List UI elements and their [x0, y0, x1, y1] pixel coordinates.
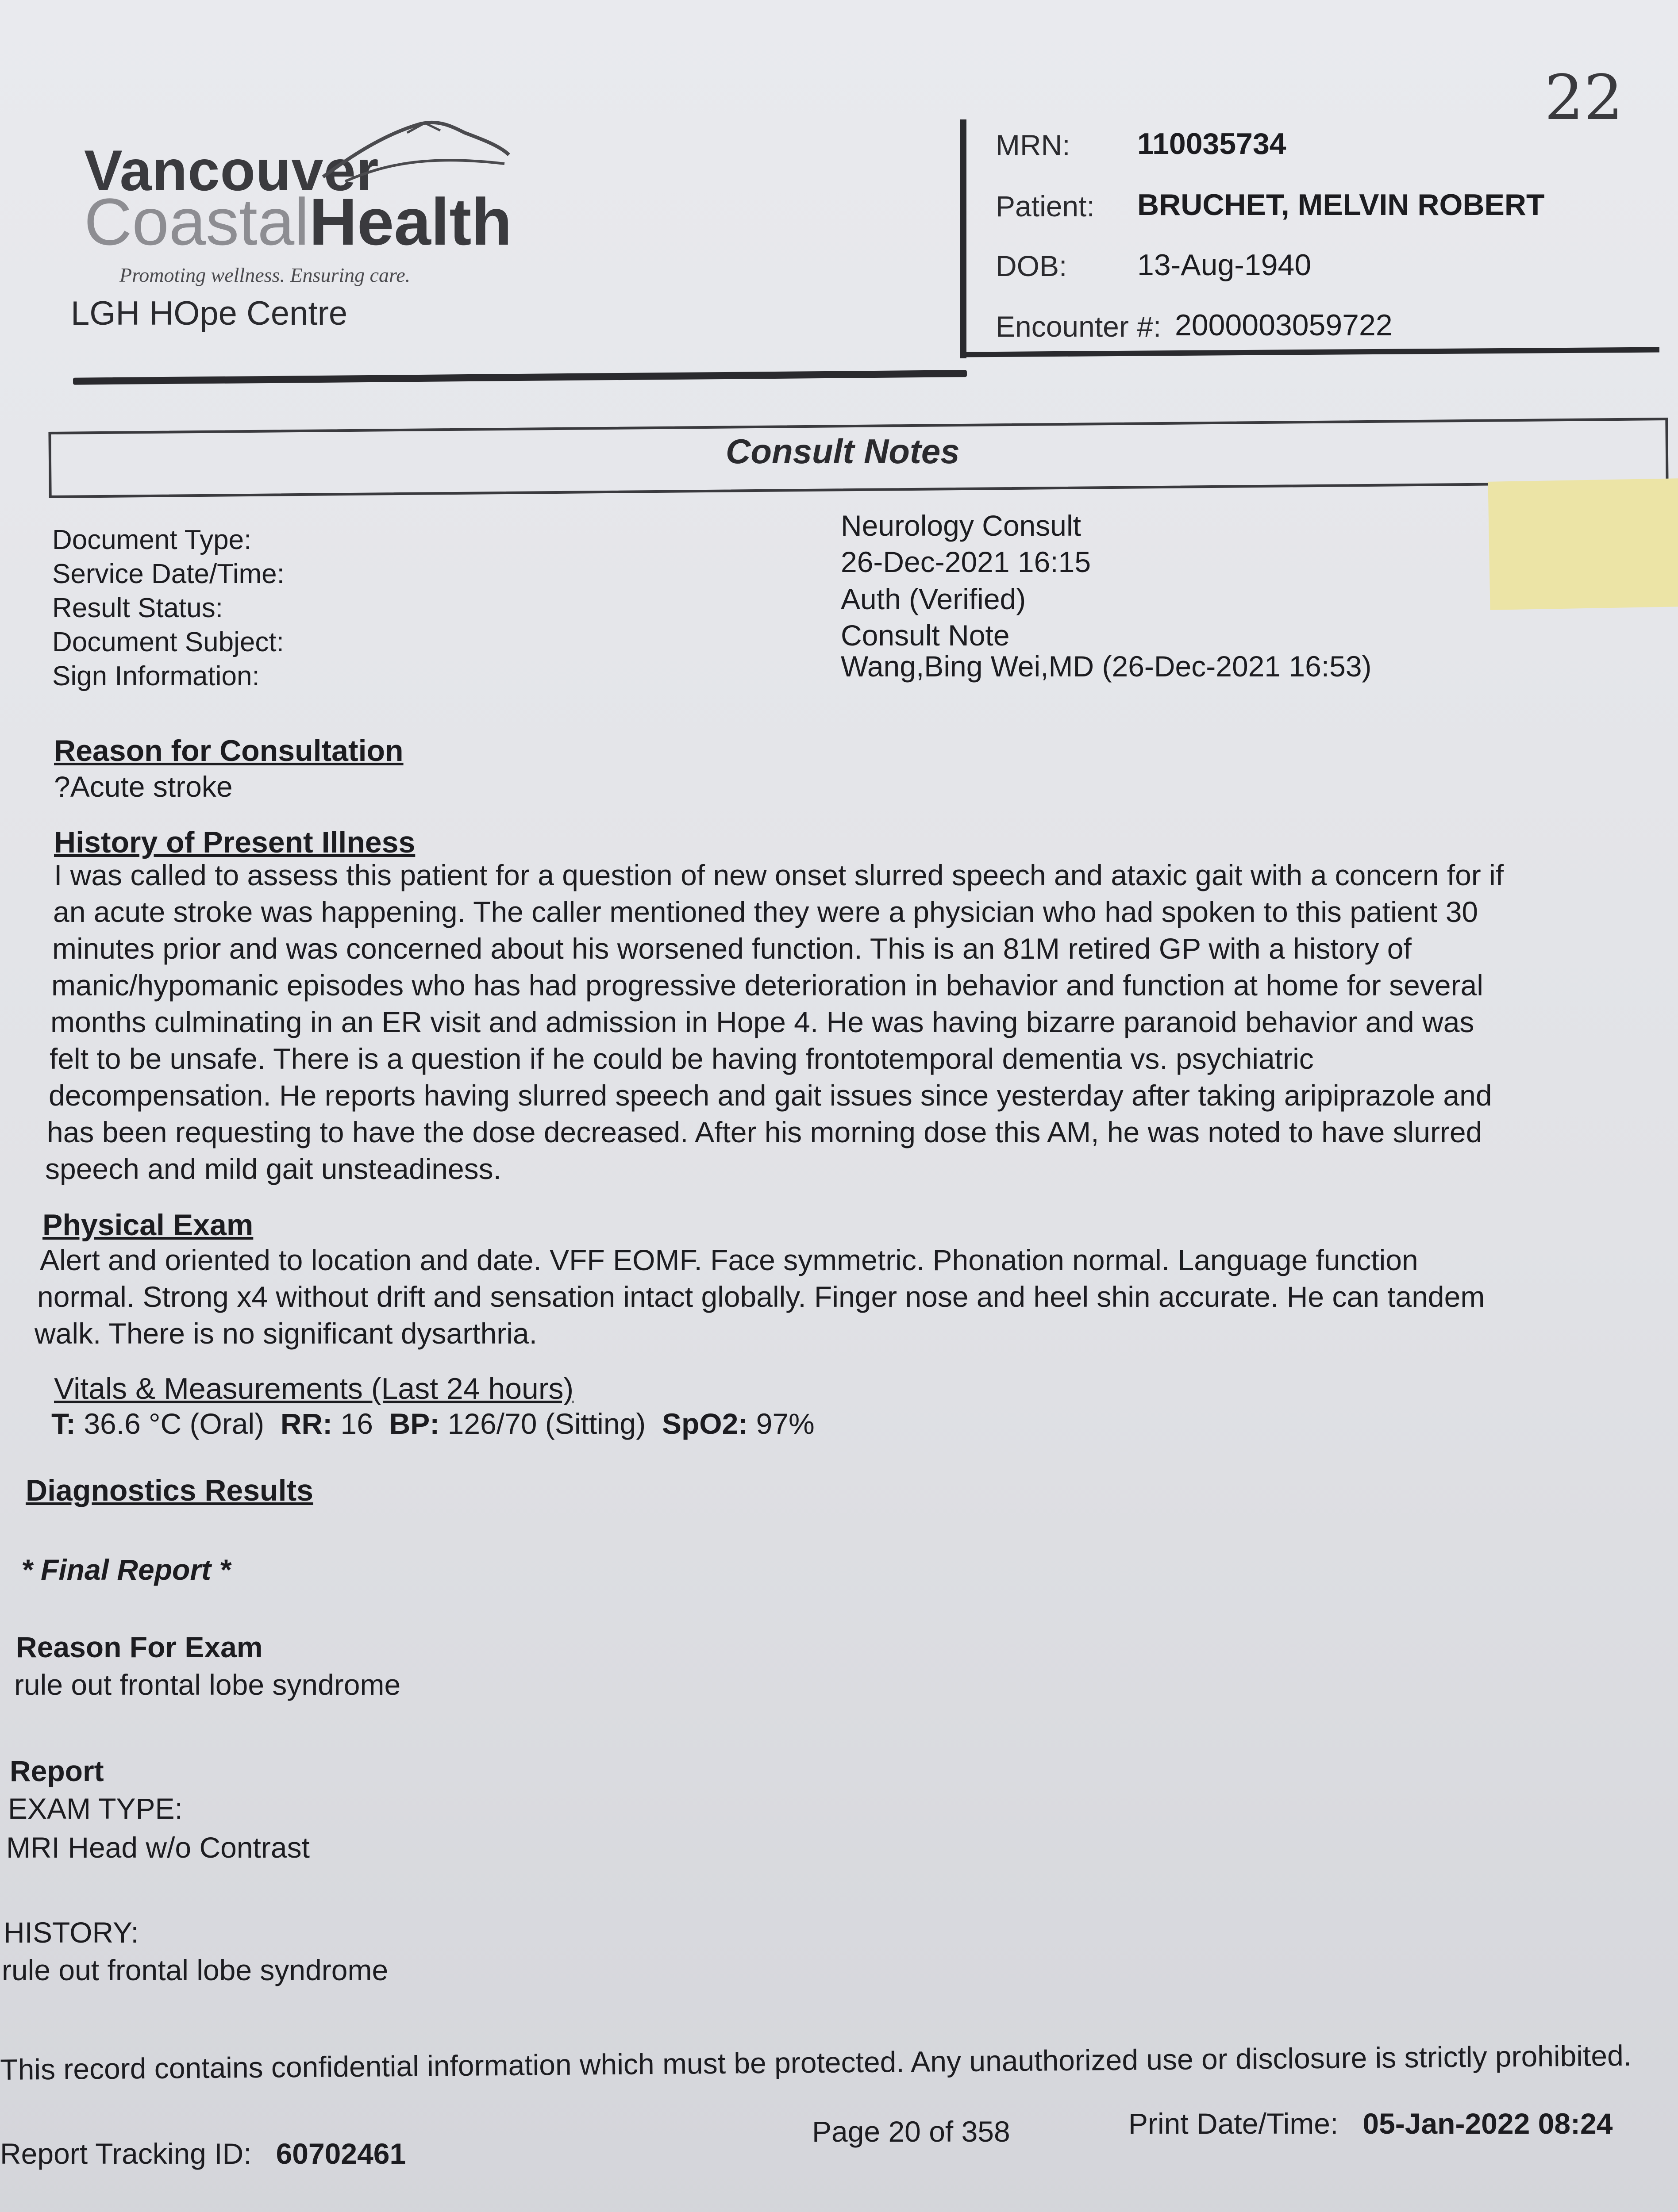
meta-label-service-date: Service Date/Time:	[52, 559, 285, 589]
hpi-line: felt to be unsafe. There is a question if he could be having frontotemporal dementia vs. psychiatric	[50, 1042, 1314, 1075]
hpi-line: an acute stroke was happening. The caller mentioned they were a physician who had spoken to this patient 30	[53, 895, 1478, 928]
logo-coastal-health-text	[84, 184, 512, 260]
hpi-line: has been requesting to have the dose decreased. After his morning dose this AM, he was noted to have slurred	[47, 1116, 1482, 1148]
patient-name: BRUCHET, MELVIN ROBERT	[1137, 188, 1545, 222]
sticky-note	[1488, 478, 1678, 610]
print-label: Print Date/Time:	[1128, 2107, 1339, 2140]
hpi-heading: History of Present Illness	[54, 826, 416, 859]
logo-health: Health	[309, 184, 512, 259]
header-rule-left	[73, 370, 967, 385]
print-value: 05-Jan-2022 08:24	[1362, 2107, 1613, 2140]
reason-for-exam-text: rule out frontal lobe syndrome	[14, 1668, 401, 1701]
mrn-value: 110035734	[1137, 127, 1286, 161]
logo-tagline: Promoting wellness. Ensuring care.	[119, 264, 411, 286]
patient-label: Patient:	[996, 190, 1095, 223]
meta-label-document-type: Document Type:	[52, 525, 252, 555]
hpi-line: speech and mild gait unsteadiness.	[45, 1152, 501, 1185]
hpi-line: minutes prior and was concerned about his worsened function. This is an 81M retired GP with a history of	[52, 932, 1412, 965]
meta-value-document-subject: Consult Note	[841, 619, 1010, 652]
exam-line: walk. There is no significant dysarthria.	[35, 1317, 537, 1350]
vitals-heading: Vitals & Measurements (Last 24 hours)	[54, 1372, 574, 1406]
confidentiality-notice: This record contains confidential information which must be protected. Any unauthorized use or disclosure is strictly prohibited.	[0, 2039, 1632, 2086]
hpi-line: decompensation. He reports having slurred speech and gait issues since yesterday after taking aripiprazole and	[49, 1079, 1492, 1112]
meta-value-result-status: Auth (Verified)	[841, 583, 1026, 615]
meta-label-result-status: Result Status:	[52, 593, 223, 623]
hpi-line: I was called to assess this patient for a question of new onset slurred speech and ataxic gait with a concern for if	[54, 859, 1504, 891]
mrn-label: MRN:	[996, 129, 1070, 161]
history-text: rule out frontal lobe syndrome	[2, 1954, 389, 1986]
meta-value-document-type: Neurology Consult	[841, 509, 1081, 542]
meta-label-sign-information: Sign Information:	[52, 661, 260, 691]
spo2-label: SpO2:	[662, 1407, 748, 1440]
header-divider-vertical	[960, 119, 966, 358]
tracking-id-row	[0, 2137, 406, 2170]
rr-label: RR:	[280, 1407, 333, 1440]
exam-type-value: MRI Head w/o Contrast	[6, 1831, 310, 1864]
encounter-value: 2000003059722	[1175, 308, 1393, 342]
report-heading: Report	[10, 1755, 104, 1787]
diagnostics-heading: Diagnostics Results	[26, 1474, 313, 1507]
exam-line: normal. Strong x4 without drift and sensation intact globally. Finger nose and heel shin accurate. He can tandem	[37, 1280, 1485, 1313]
logo-vancouver-text: Vancouver	[84, 138, 379, 203]
header-rule-right	[960, 347, 1659, 357]
document-title: Consult Notes	[726, 432, 960, 471]
mountain-logo-icon	[319, 115, 513, 186]
handwritten-page-number: 22	[1544, 62, 1624, 134]
bp-value: 126/70 (Sitting)	[447, 1407, 646, 1440]
exam-heading: Physical Exam	[42, 1208, 254, 1242]
reason-text: ?Acute stroke	[54, 770, 233, 803]
reason-heading: Reason for Consultation	[54, 734, 404, 768]
print-datetime-row	[1128, 2107, 1613, 2140]
temp-value: 36.6 °C (Oral)	[84, 1407, 265, 1440]
page-indicator: Page 20 of 358	[812, 2115, 1010, 2148]
tracking-id: 60702461	[276, 2137, 406, 2170]
encounter-label: Encounter #:	[996, 310, 1162, 343]
meta-label-document-subject: Document Subject:	[52, 627, 284, 657]
final-report-label: * Final Report *	[21, 1553, 231, 1586]
logo-coastal: Coastal	[84, 184, 309, 259]
hpi-line: months culminating in an ER visit and admission in Hope 4. He was having bizarre paranoid behavior and was	[50, 1006, 1474, 1038]
exam-type-label: EXAM TYPE:	[8, 1792, 183, 1825]
meta-value-sign-information: Wang,Bing Wei,MD (26-Dec-2021 16:53)	[841, 650, 1372, 683]
temp-label: T:	[51, 1407, 76, 1440]
tracking-label: Report Tracking ID:	[0, 2137, 252, 2170]
reason-for-exam-heading: Reason For Exam	[16, 1631, 263, 1663]
spo2-value: 97%	[756, 1407, 815, 1440]
bp-label: BP:	[389, 1407, 440, 1440]
meta-value-service-date: 26-Dec-2021 16:15	[841, 545, 1091, 578]
exam-line: Alert and oriented to location and date. VFF EOMF. Face symmetric. Phonation normal. Language function	[40, 1244, 1418, 1276]
vitals-line	[51, 1407, 815, 1440]
history-label: HISTORY:	[4, 1916, 139, 1949]
facility-name: LGH HOpe Centre	[71, 295, 348, 332]
dob-value: 13-Aug-1940	[1137, 248, 1312, 282]
dob-label: DOB:	[996, 250, 1067, 282]
hpi-line: manic/hypomanic episodes who has had progressive deterioration in behavior and function at home for several	[51, 969, 1483, 1002]
rr-value: 16	[340, 1407, 373, 1440]
